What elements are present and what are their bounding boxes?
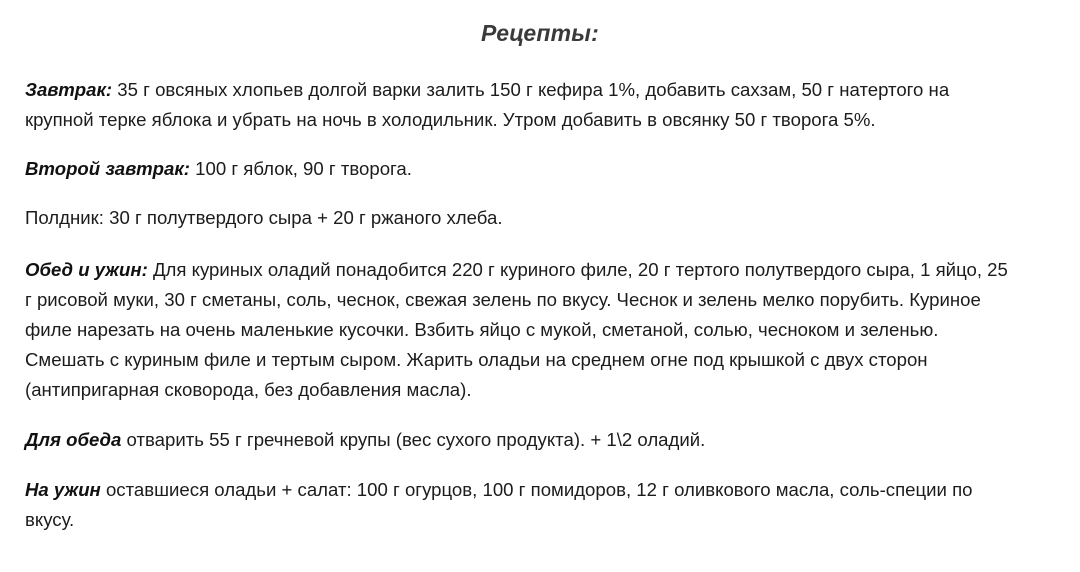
paragraph-lunch-dinner	[25, 255, 1010, 405]
text-for-dinner: оставшиеся оладьи + салат: 100 г огурцов, 100 г помидоров, 12 г оливкового масла, соль-специи по вкусу.	[25, 479, 973, 530]
paragraph-snack	[25, 203, 1010, 233]
page-title: Рецепты:	[480, 20, 599, 46]
paragraph-for-lunch	[25, 425, 1010, 455]
text-lunch-dinner: Для куриных оладий понадобится 220 г куриного филе, 20 г тертого полутвердого сыра, 1 яйцо, 25 г рисовой муки, 30 г сметаны, соль, чеснок, свежая зелень по вкусу. Чеснок и зелень мелко порубить. Куриное филе нарезать на очень маленькие кусочки. Взбить яйцо с мукой, сметаной, солью, чесноком и зеленью. Смешать с куриным филе и тертым сыром. Жарить оладьи на среднем огне под крышкой с двух сторон (антипригарная сковорода, без добавления масла).	[25, 259, 1008, 400]
label-lunch-dinner: Обед и ужин:	[25, 259, 148, 280]
label-breakfast: Завтрак:	[25, 79, 113, 100]
text-second-breakfast: 100 г яблок, 90 г творога.	[189, 158, 412, 179]
label-for-lunch: Для обеда	[25, 429, 122, 450]
paragraph-breakfast	[25, 75, 1010, 135]
text-snack: Полдник: 30 г полутвердого сыра + 20 г ржаного хлеба.	[25, 207, 503, 228]
paragraph-for-dinner	[25, 475, 1010, 535]
text-for-lunch: отварить 55 г гречневой крупы (вес сухого продукта). + 1\2 оладий.	[121, 429, 706, 450]
text-breakfast: 35 г овсяных хлопьев долгой варки залить 150 г кефира 1%, добавить сахзам, 50 г натертого на крупной терке яблока и убрать на ночь в холодильник. Утром добавить в овсянку 50 г творога 5%.	[25, 79, 950, 130]
label-second-breakfast: Второй завтрак:	[25, 158, 190, 179]
label-for-dinner: На ужин	[25, 479, 101, 500]
paragraph-second-breakfast	[25, 154, 1010, 184]
